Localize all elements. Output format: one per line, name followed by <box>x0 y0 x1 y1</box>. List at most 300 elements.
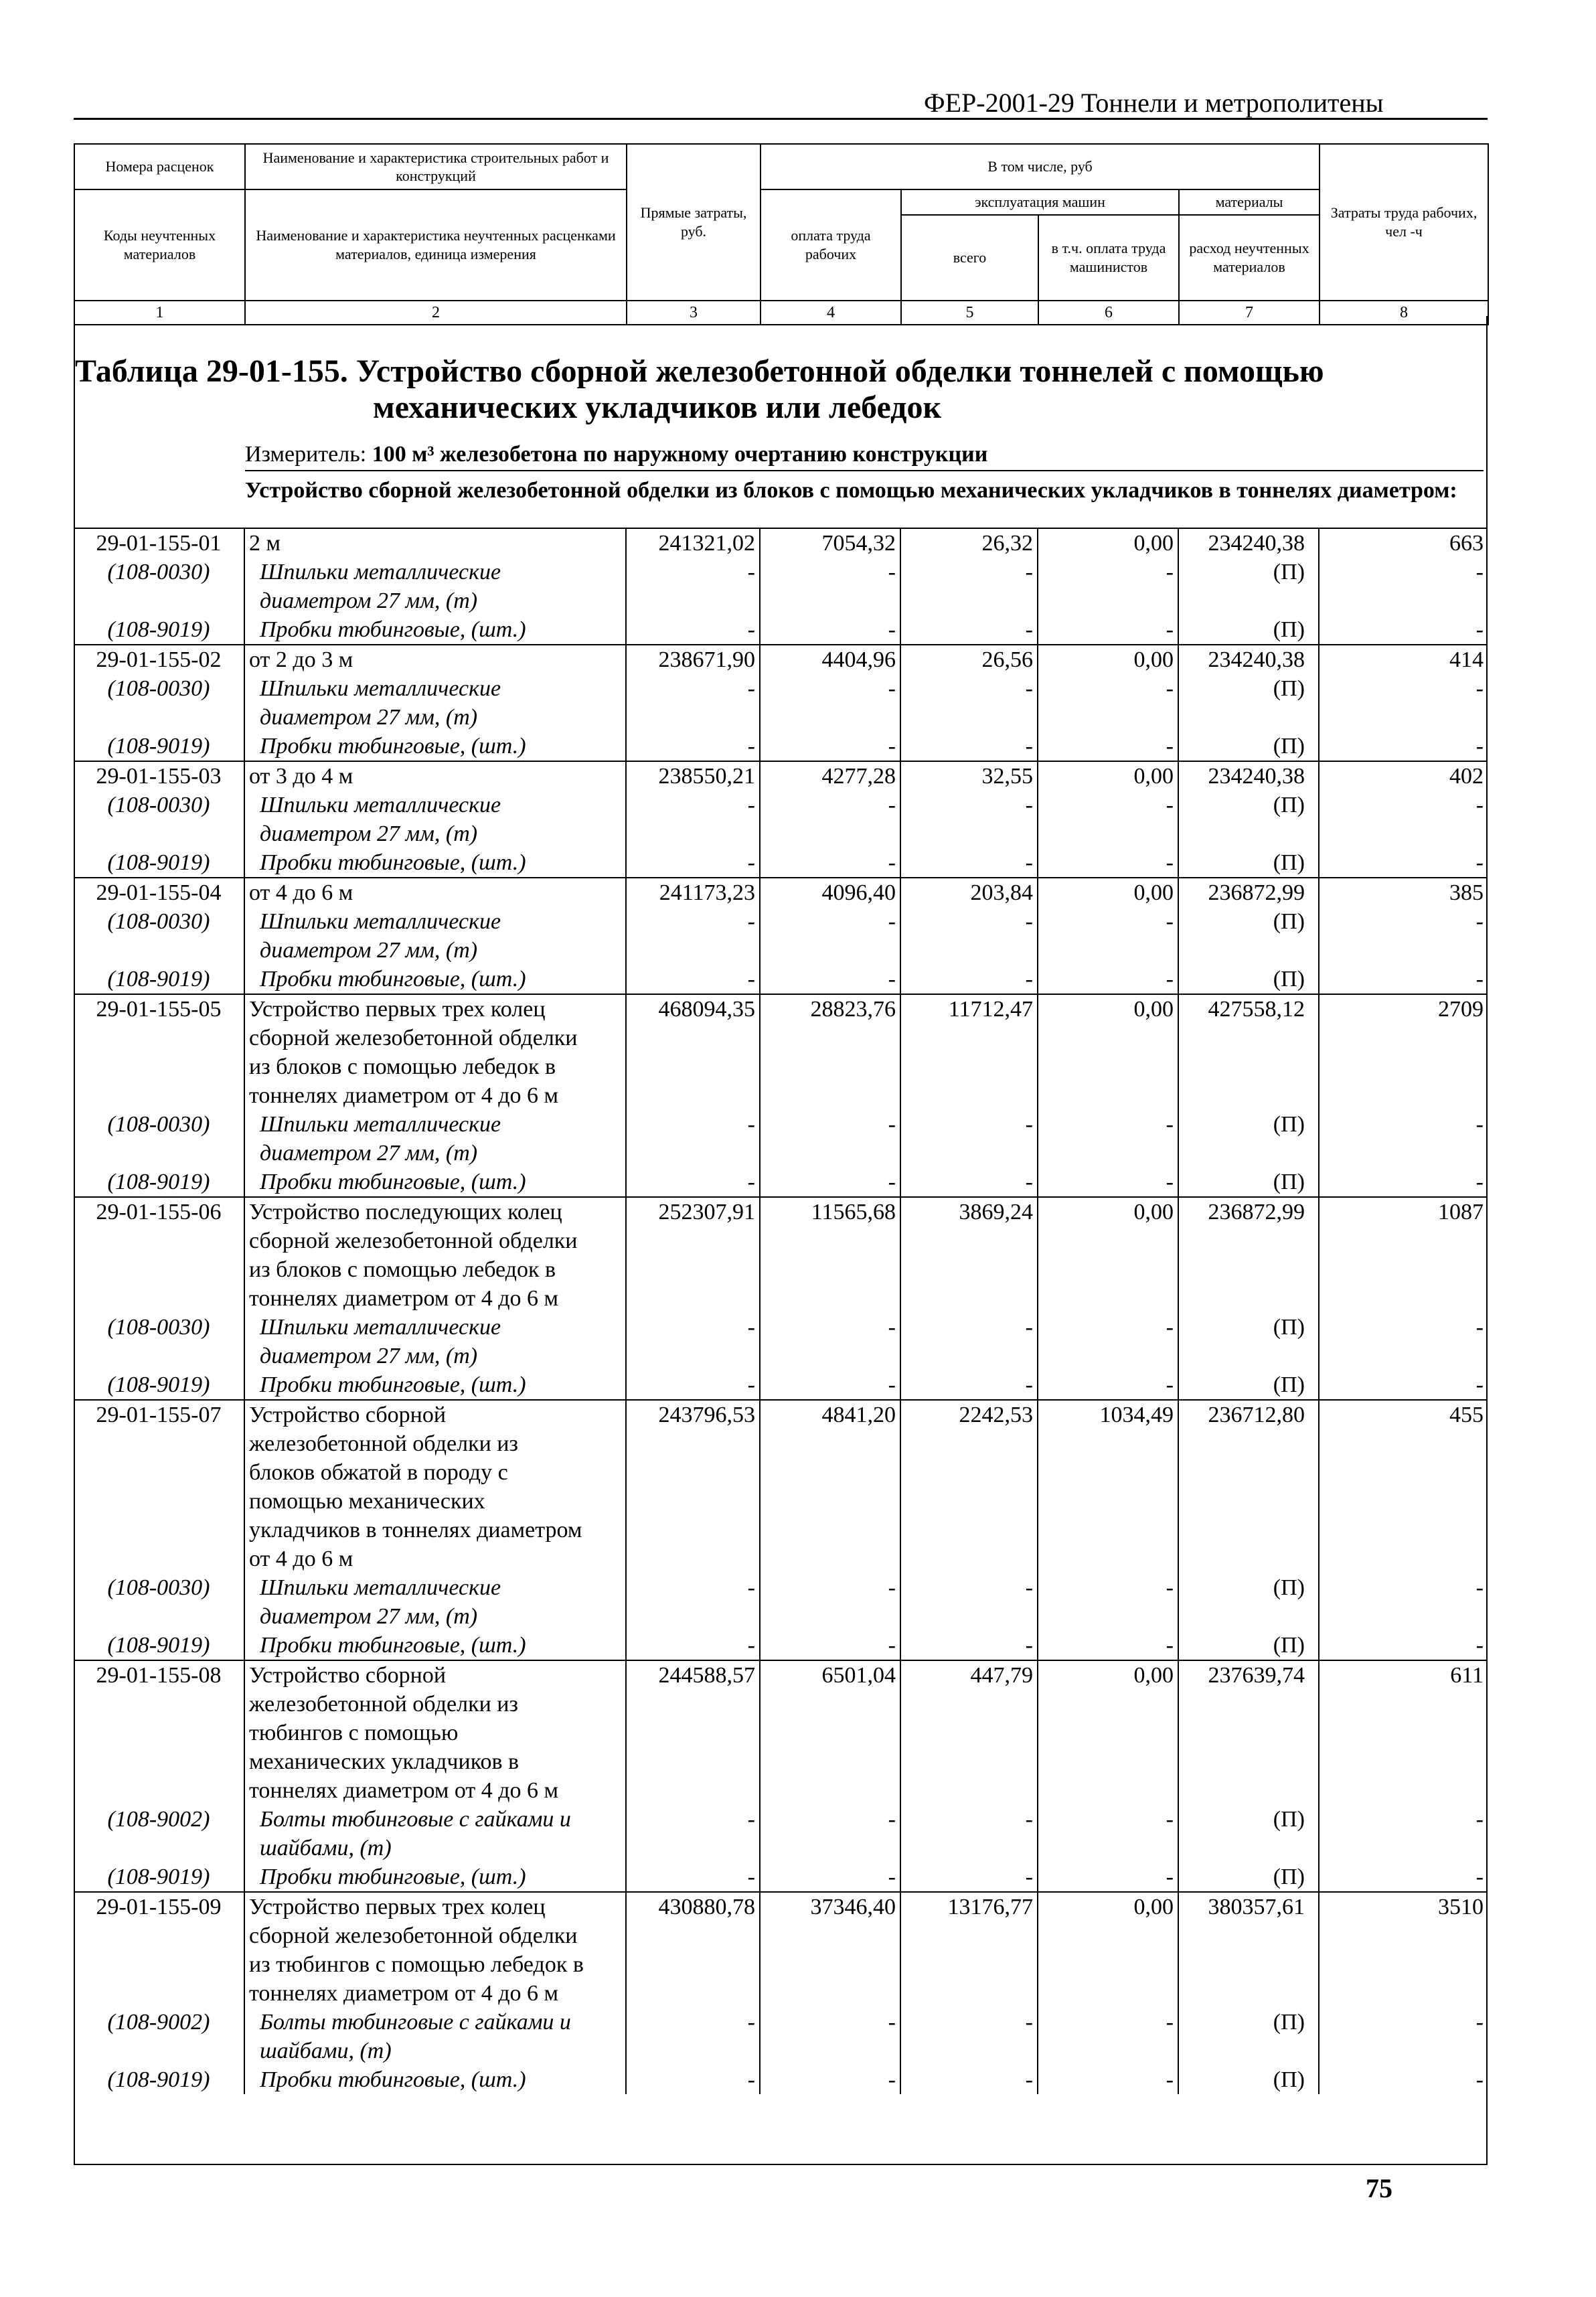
rate-code <box>74 1081 244 1110</box>
machine-cost <box>900 1284 1038 1313</box>
table-row <box>74 586 1488 615</box>
direct-cost <box>626 586 760 615</box>
direct-cost: 238550,21 <box>626 761 760 791</box>
labor-hours <box>1319 1081 1488 1110</box>
header-num: 5 <box>901 301 1038 325</box>
labor-hours <box>1319 1950 1488 1979</box>
labor-hours <box>1319 1255 1488 1284</box>
direct-cost <box>626 1979 760 2008</box>
work-name: из тюбингов с помощью лебедок в <box>244 1950 626 1979</box>
labor-hours: - <box>1475 967 1484 992</box>
labor-hours <box>1319 1602 1488 1631</box>
materials-cost <box>1178 1226 1319 1255</box>
machine-cost: - <box>900 965 1038 994</box>
work-name: диаметром 27 мм, (т) <box>244 936 626 965</box>
machinist-labor-cost: - <box>1038 1110 1178 1139</box>
table-title-line2: механических укладчиков или лебедок <box>373 390 942 425</box>
rate-code: (108-0030) <box>74 791 244 819</box>
materials-cost: (П) <box>1178 791 1319 819</box>
labor-cost <box>760 819 900 848</box>
labor-hours <box>1319 1284 1488 1313</box>
work-name: Болты тюбинговые с гайками и <box>244 1805 626 1834</box>
materials-cost <box>1178 1602 1319 1631</box>
labor-hours <box>1319 2037 1488 2065</box>
rates-table <box>74 528 1488 2094</box>
table-row <box>74 1631 1488 1660</box>
header-col8: Затраты труда рабочих, чел -ч <box>1320 144 1488 301</box>
machine-cost: - <box>900 732 1038 761</box>
machine-cost: 11712,47 <box>900 994 1038 1024</box>
machine-cost <box>900 1834 1038 1863</box>
labor-cost: - <box>760 791 900 819</box>
labor-hours <box>1319 1719 1488 1747</box>
labor-hours: 385 <box>1319 878 1488 907</box>
machinist-labor-cost: 0,00 <box>1038 528 1178 558</box>
machinist-labor-cost <box>1038 1921 1178 1950</box>
rate-code <box>74 1487 244 1516</box>
table-row <box>74 1487 1488 1516</box>
machine-cost <box>900 1719 1038 1747</box>
materials-cost <box>1178 1719 1319 1747</box>
rate-code: (108-9002) <box>74 1805 244 1834</box>
rate-code: (108-9019) <box>74 965 244 994</box>
table-row <box>74 1052 1488 1081</box>
rate-code: (108-9019) <box>74 1631 244 1660</box>
labor-hours <box>1319 1487 1488 1516</box>
machine-cost: 3869,24 <box>900 1197 1038 1226</box>
direct-cost <box>626 1226 760 1255</box>
machinist-labor-cost <box>1038 1024 1178 1052</box>
labor-cost <box>760 1081 900 1110</box>
labor-cost: - <box>760 674 900 703</box>
machine-cost <box>900 1255 1038 1284</box>
machinist-labor-cost <box>1038 1342 1178 1370</box>
rate-code <box>74 1834 244 1863</box>
work-name: диаметром 27 мм, (т) <box>244 586 626 615</box>
machinist-labor-cost <box>1038 1255 1178 1284</box>
materials-cost: 380357,61 <box>1178 1892 1319 1921</box>
work-name: диаметром 27 мм, (т) <box>244 1139 626 1168</box>
machine-cost <box>900 1342 1038 1370</box>
labor-cost: 6501,04 <box>760 1660 900 1690</box>
machinist-labor-cost: - <box>1038 1313 1178 1342</box>
materials-cost: 236712,80 <box>1178 1400 1319 1429</box>
labor-cost <box>760 1834 900 1863</box>
rate-code: (108-9019) <box>74 2065 244 2094</box>
rate-code <box>74 1690 244 1719</box>
machinist-labor-cost <box>1038 1776 1178 1805</box>
labor-hours: 3510 <box>1319 1892 1488 1921</box>
materials-cost <box>1178 1950 1319 1979</box>
rate-code: 29-01-155-07 <box>74 1400 244 1429</box>
labor-cost: - <box>760 558 900 586</box>
work-name: от 4 до 6 м <box>244 1544 626 1573</box>
labor-hours: 414 <box>1319 645 1488 674</box>
materials-cost <box>1178 1139 1319 1168</box>
machine-cost <box>900 1921 1038 1950</box>
machine-cost <box>900 1979 1038 2008</box>
table-row <box>74 1024 1488 1052</box>
materials-cost <box>1178 1979 1319 2008</box>
labor-cost <box>760 1024 900 1052</box>
machine-cost: - <box>900 1370 1038 1400</box>
table-row <box>74 1573 1488 1602</box>
rate-code <box>74 1024 244 1052</box>
direct-cost: - <box>626 1805 760 1834</box>
machine-cost: - <box>900 558 1038 586</box>
rate-code <box>74 819 244 848</box>
rate-code: 29-01-155-09 <box>74 1892 244 1921</box>
machine-cost <box>900 586 1038 615</box>
materials-cost: (П) <box>1178 615 1319 645</box>
rate-code <box>74 1921 244 1950</box>
work-name: Шпильки металлические <box>244 791 626 819</box>
rate-code <box>74 936 244 965</box>
table-row <box>74 1313 1488 1342</box>
labor-cost <box>760 936 900 965</box>
machine-cost: - <box>900 1313 1038 1342</box>
table-row <box>74 2008 1488 2037</box>
materials-cost: (П) <box>1178 1168 1319 1197</box>
labor-hours <box>1319 936 1488 965</box>
work-name: Болты тюбинговые с гайками и <box>244 2008 626 2037</box>
machinist-labor-cost <box>1038 1139 1178 1168</box>
header-num: 4 <box>761 301 901 325</box>
work-name: шайбами, (т) <box>244 2037 626 2065</box>
materials-cost <box>1178 1342 1319 1370</box>
header-col1-top: Номера расценок <box>74 144 245 189</box>
machinist-labor-cost <box>1038 1979 1178 2008</box>
labor-cost: - <box>760 615 900 645</box>
work-name: 2 м <box>244 528 626 558</box>
rate-code <box>74 1602 244 1631</box>
table-row <box>74 1255 1488 1284</box>
direct-cost: - <box>626 2065 760 2094</box>
materials-cost: (П) <box>1178 732 1319 761</box>
materials-cost <box>1178 1487 1319 1516</box>
machinist-labor-cost <box>1038 1516 1178 1544</box>
materials-cost <box>1178 819 1319 848</box>
table-row <box>74 1544 1488 1573</box>
rate-code <box>74 1979 244 2008</box>
rate-code: (108-9019) <box>74 615 244 645</box>
header-num: 8 <box>1320 301 1488 325</box>
labor-cost <box>760 1690 900 1719</box>
work-name: сборной железобетонной обделки <box>244 1226 626 1255</box>
direct-cost <box>626 1487 760 1516</box>
measurement-underline <box>245 470 1484 471</box>
table-row <box>74 1690 1488 1719</box>
materials-cost: (П) <box>1178 1370 1319 1400</box>
table-row <box>74 1805 1488 1834</box>
machine-cost <box>900 1052 1038 1081</box>
machine-cost <box>900 1544 1038 1573</box>
work-name: диаметром 27 мм, (т) <box>244 1342 626 1370</box>
materials-cost: (П) <box>1178 1313 1319 1342</box>
work-name: Шпильки металлические <box>244 674 626 703</box>
labor-hours: 2709 <box>1319 994 1488 1024</box>
rate-code <box>74 1052 244 1081</box>
machine-cost: - <box>900 1168 1038 1197</box>
table-row <box>74 1226 1488 1255</box>
table-row <box>74 819 1488 848</box>
table-row <box>74 761 1488 791</box>
work-name: Пробки тюбинговые, (шт.) <box>244 1631 626 1660</box>
machinist-labor-cost: - <box>1038 965 1178 994</box>
header-num: 6 <box>1038 301 1179 325</box>
table-row <box>74 1168 1488 1197</box>
labor-cost: 7054,32 <box>760 528 900 558</box>
machine-cost <box>900 1950 1038 1979</box>
direct-cost <box>626 1342 760 1370</box>
work-name: из блоков с помощью лебедок в <box>244 1255 626 1284</box>
labor-hours <box>1319 1429 1488 1458</box>
labor-cost: - <box>760 1110 900 1139</box>
labor-hours <box>1319 1024 1488 1052</box>
direct-cost: 238671,90 <box>626 645 760 674</box>
direct-cost <box>626 1284 760 1313</box>
work-name: из блоков с помощью лебедок в <box>244 1052 626 1081</box>
machine-cost: 203,84 <box>900 878 1038 907</box>
rate-code <box>74 2037 244 2065</box>
machinist-labor-cost: 0,00 <box>1038 761 1178 791</box>
machine-cost <box>900 1081 1038 1110</box>
table-row <box>74 1892 1488 1921</box>
materials-cost: (П) <box>1178 1573 1319 1602</box>
table-row <box>74 732 1488 761</box>
machinist-labor-cost <box>1038 703 1178 732</box>
rate-code <box>74 1719 244 1747</box>
labor-cost <box>760 1429 900 1458</box>
machinist-labor-cost: 1034,49 <box>1038 1400 1178 1429</box>
machine-cost: - <box>900 1863 1038 1892</box>
direct-cost <box>626 1255 760 1284</box>
direct-cost: - <box>626 1573 760 1602</box>
labor-cost: - <box>760 732 900 761</box>
table-row <box>74 994 1488 1024</box>
rate-code: (108-9019) <box>74 1168 244 1197</box>
labor-cost <box>760 1950 900 1979</box>
direct-cost: - <box>626 791 760 819</box>
materials-cost <box>1178 1458 1319 1487</box>
header-num: 3 <box>627 301 761 325</box>
rate-code: (108-0030) <box>74 1110 244 1139</box>
header-col1-bottom: Коды неучтенных материалов <box>74 189 245 301</box>
labor-hours: 402 <box>1319 761 1488 791</box>
rate-code: 29-01-155-02 <box>74 645 244 674</box>
machine-cost <box>900 1139 1038 1168</box>
machine-cost: - <box>900 1805 1038 1834</box>
labor-cost: 4841,20 <box>760 1400 900 1429</box>
work-name: Устройство первых трех колец <box>244 1892 626 1921</box>
work-name: Устройство последующих колец <box>244 1197 626 1226</box>
header-num: 1 <box>74 301 245 325</box>
header-col2-bottom: Наименование и характеристика неучтенных расценками материалов, единица измерения <box>245 189 627 301</box>
work-name: тоннелях диаметром от 4 до 6 м <box>244 1284 626 1313</box>
table-row <box>74 1139 1488 1168</box>
table-row <box>74 615 1488 645</box>
rate-code: 29-01-155-01 <box>74 528 244 558</box>
machine-cost: 447,79 <box>900 1660 1038 1690</box>
machinist-labor-cost <box>1038 586 1178 615</box>
materials-cost <box>1178 1921 1319 1950</box>
materials-cost: (П) <box>1178 1110 1319 1139</box>
labor-cost <box>760 1487 900 1516</box>
labor-cost <box>760 586 900 615</box>
machine-cost: 32,55 <box>900 761 1038 791</box>
labor-cost: 11565,68 <box>760 1197 900 1226</box>
machinist-labor-cost: - <box>1038 558 1178 586</box>
labor-hours <box>1319 819 1488 848</box>
table-row <box>74 1081 1488 1110</box>
machine-cost <box>900 703 1038 732</box>
rate-code <box>74 1544 244 1573</box>
machinist-labor-cost <box>1038 1747 1178 1776</box>
materials-cost <box>1178 1747 1319 1776</box>
work-name: шайбами, (т) <box>244 1834 626 1863</box>
machine-cost <box>900 1458 1038 1487</box>
direct-cost: - <box>626 1110 760 1139</box>
machinist-labor-cost <box>1038 1458 1178 1487</box>
labor-hours: - <box>1475 1112 1484 1137</box>
labor-cost: 4404,96 <box>760 645 900 674</box>
labor-cost <box>760 1516 900 1544</box>
work-name: помощью механических <box>244 1487 626 1516</box>
labor-hours: - <box>1475 560 1484 584</box>
rate-code: (108-9019) <box>74 732 244 761</box>
machinist-labor-cost: - <box>1038 791 1178 819</box>
labor-cost: - <box>760 1168 900 1197</box>
labor-cost: - <box>760 1863 900 1892</box>
materials-cost: 234240,38 <box>1178 761 1319 791</box>
labor-hours: 663 <box>1319 528 1488 558</box>
materials-cost <box>1178 1052 1319 1081</box>
materials-cost <box>1178 1544 1319 1573</box>
direct-cost <box>626 1429 760 1458</box>
work-name: от 3 до 4 м <box>244 761 626 791</box>
machine-cost <box>900 1024 1038 1052</box>
labor-hours: - <box>1475 850 1484 875</box>
machinist-labor-cost <box>1038 819 1178 848</box>
labor-cost <box>760 1979 900 2008</box>
machinist-labor-cost: - <box>1038 615 1178 645</box>
machine-cost: - <box>900 2065 1038 2094</box>
table-row <box>74 645 1488 674</box>
materials-cost <box>1178 1776 1319 1805</box>
materials-cost: (П) <box>1178 2065 1319 2094</box>
section-heading: Устройство сборной железобетонной обделки из блоков с помощью механических укладчиков в тоннелях диаметром: <box>245 478 1457 503</box>
work-name: Пробки тюбинговые, (шт.) <box>244 1863 626 1892</box>
direct-cost: 241173,23 <box>626 878 760 907</box>
labor-cost <box>760 1719 900 1747</box>
machinist-labor-cost <box>1038 2037 1178 2065</box>
machine-cost <box>900 1776 1038 1805</box>
work-name: Пробки тюбинговые, (шт.) <box>244 1168 626 1197</box>
labor-hours: - <box>1475 1575 1484 1600</box>
rate-code <box>74 1950 244 1979</box>
machinist-labor-cost <box>1038 1052 1178 1081</box>
machinist-labor-cost <box>1038 1719 1178 1747</box>
labor-hours: - <box>1475 2067 1484 2092</box>
table-row <box>74 1400 1488 1429</box>
machine-cost <box>900 2037 1038 2065</box>
header-col4: оплата труда рабочих <box>761 189 901 301</box>
labor-hours <box>1319 1690 1488 1719</box>
work-name: диаметром 27 мм, (т) <box>244 1602 626 1631</box>
work-name: железобетонной обделки из <box>244 1690 626 1719</box>
work-name: Пробки тюбинговые, (шт.) <box>244 732 626 761</box>
rate-code: 29-01-155-06 <box>74 1197 244 1226</box>
table-row <box>74 1429 1488 1458</box>
work-name: Шпильки металлические <box>244 1110 626 1139</box>
machinist-labor-cost <box>1038 1081 1178 1110</box>
rate-code <box>74 1284 244 1313</box>
table-row <box>74 1342 1488 1370</box>
work-name: блоков обжатой в породу с <box>244 1458 626 1487</box>
direct-cost <box>626 1719 760 1747</box>
materials-cost: 237639,74 <box>1178 1660 1319 1690</box>
rate-code <box>74 1342 244 1370</box>
machinist-labor-cost: - <box>1038 1168 1178 1197</box>
labor-hours <box>1319 1342 1488 1370</box>
machine-cost <box>900 1690 1038 1719</box>
rate-code: (108-9002) <box>74 2008 244 2037</box>
direct-cost: - <box>626 1631 760 1660</box>
direct-cost: - <box>626 674 760 703</box>
machinist-labor-cost: 0,00 <box>1038 1892 1178 1921</box>
labor-cost <box>760 1458 900 1487</box>
header-group: В том числе, руб <box>761 144 1320 189</box>
machinist-labor-cost: 0,00 <box>1038 1660 1178 1690</box>
table-row <box>74 965 1488 994</box>
labor-hours: - <box>1475 1807 1484 1832</box>
direct-cost <box>626 936 760 965</box>
running-header: ФЕР-2001-29 Тоннели и метрополитены <box>924 88 1384 118</box>
machinist-labor-cost <box>1038 1950 1178 1979</box>
table-row <box>74 1370 1488 1400</box>
machine-cost: - <box>900 1631 1038 1660</box>
measurement-unit <box>245 442 987 467</box>
work-name: Пробки тюбинговые, (шт.) <box>244 965 626 994</box>
direct-cost: - <box>626 907 760 936</box>
table-row <box>74 674 1488 703</box>
labor-cost <box>760 1342 900 1370</box>
machinist-labor-cost: - <box>1038 1370 1178 1400</box>
table-row <box>74 1719 1488 1747</box>
labor-hours: - <box>1475 734 1484 759</box>
table-row <box>74 936 1488 965</box>
table-row <box>74 1602 1488 1631</box>
table-row <box>74 528 1488 558</box>
machine-cost: - <box>900 615 1038 645</box>
machine-cost <box>900 1602 1038 1631</box>
direct-cost <box>626 1747 760 1776</box>
materials-cost <box>1178 1255 1319 1284</box>
work-name: Пробки тюбинговые, (шт.) <box>244 2065 626 2094</box>
header-num: 7 <box>1179 301 1320 325</box>
labor-hours <box>1319 1139 1488 1168</box>
direct-cost: - <box>626 1370 760 1400</box>
work-name: Шпильки металлические <box>244 1313 626 1342</box>
column-header-table <box>74 143 1489 325</box>
machine-cost: 26,32 <box>900 528 1038 558</box>
direct-cost <box>626 1834 760 1863</box>
direct-cost <box>626 819 760 848</box>
direct-cost <box>626 1602 760 1631</box>
labor-hours: - <box>1475 676 1484 701</box>
rate-code <box>74 1139 244 1168</box>
labor-hours <box>1319 1834 1488 1863</box>
